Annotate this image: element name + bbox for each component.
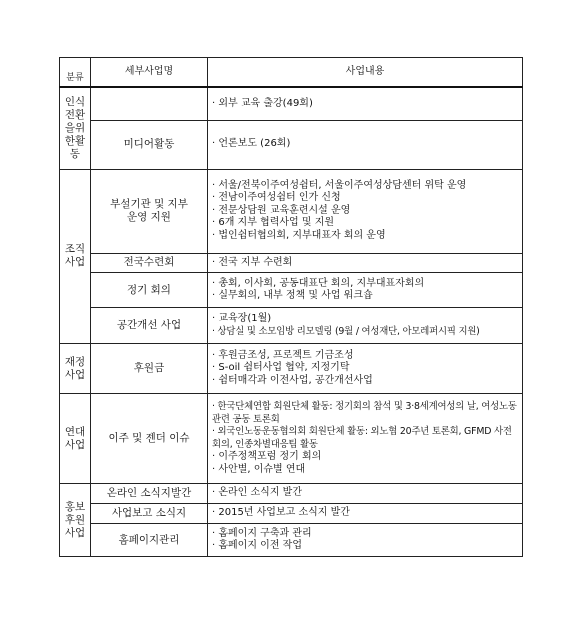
content-line: · 온라인 소식지 발간 [212,487,302,499]
table-row [60,524,523,557]
content-line: · 홈페이지 이전 작업 [212,540,302,551]
content-line: · 2015년 사업보고 소식지 발간 [212,507,350,519]
table-row [60,394,523,484]
project-name-cell: 이주 및 젠더 이슈 [91,394,208,484]
content-line: · S-oil 쉼터사업 협약, 지정기탁 [212,362,350,374]
table-row [60,308,523,344]
content-line: · 총회, 이사회, 공동대표단 회의, 지부대표자회의 [212,277,425,289]
project-name-cell: 미디어활동 [91,120,208,169]
table-row [60,484,523,504]
table-row [60,253,523,273]
header-category: 분류 [60,58,91,88]
content-line: · 교육장(1월) [212,313,272,324]
content-cell [208,120,523,169]
content-cell [208,484,523,504]
content-cell [208,169,523,253]
category-cell [60,344,91,394]
content-line: · 전남이주여성쉼터 인가 신청 [212,192,341,204]
content-cell [208,87,523,120]
content-line: · 상담실 및 소모임방 리모델링 (9월 / 여성재단, 아모레퍼시픽 지원) [212,325,480,337]
header-content: 사업내용 [208,58,523,88]
category-label: 홍보 후원 사업 [64,500,86,539]
content-line: · 6개 지부 협력사업 및 지원 [212,217,335,229]
content-cell [208,524,523,557]
content-cell [208,273,523,308]
category-cell [60,87,91,169]
content-line: · 전국 지부 수련회 [212,256,293,268]
table-row [60,504,523,524]
content-line: · 한국단체연합 회원단체 활동: 정기회의 참석 및 3·8세계여성의 날, 여성노동 관련 공동 토론회 [212,401,517,425]
project-name-cell: 공간개선 사업 [91,308,208,344]
project-name-cell: 정기 회의 [91,273,208,308]
content-line: · 사안별, 이슈별 연대 [212,463,306,475]
project-name-cell: 후원금 [91,344,208,394]
content-line: · 실무회의, 내부 정책 및 사업 워크숍 [212,290,373,301]
header-row [60,58,523,88]
category-cell [60,169,91,344]
category-label: 연대 사업 [64,425,86,451]
content-cell [208,504,523,524]
content-line: · 외국인노동운동협의회 회원단체 활동: 외노협 20주년 토론회, GFMD 사전회의, 인종차별대응팀 활동 [212,426,512,450]
content-line: · 홈페이지 구축과 관리 [212,527,312,539]
project-name-cell: 사업보고 소식지 [91,504,208,524]
project-name-cell: 부설기관 및 지부 운영 지원 [91,169,208,253]
content-line: · 서울/전북이주여성쉼터, 서울이주여성상담센터 위탁 운영 [212,179,467,191]
content-line: · 언론보도 (26회) [212,138,291,150]
category-cell [60,484,91,557]
program-table [59,57,523,557]
project-name-cell [91,87,208,120]
table-row [60,273,523,308]
category-label: 조직 사업 [64,243,86,269]
content-line: · 법인쉼터협의회, 지부대표자 회의 운영 [212,229,386,241]
category-label: 재정 사업 [64,355,86,381]
content-cell [208,394,523,484]
content-cell [208,253,523,273]
table-row [60,344,523,394]
content-line: · 전문상담원 교육훈련시설 운영 [212,204,351,216]
content-line: · 외부 교육 출강(49회) [212,97,313,109]
header-project-name: 세부사업명 [91,58,208,88]
project-name-cell: 전국수련회 [91,253,208,273]
project-name-cell: 홈페이지관리 [91,524,208,557]
table-row [60,120,523,169]
content-line: · 이주정책포럼 정기 회의 [212,451,322,462]
category-label: 인식 전환 을위 한활 동 [64,95,86,160]
content-cell [208,344,523,394]
category-cell [60,394,91,484]
project-name-cell: 온라인 소식지발간 [91,484,208,504]
content-line: · 쉼터매각과 이전사업, 공간개선사업 [212,374,373,386]
table-row [60,169,523,253]
table-row [60,87,523,120]
content-line: · 후원금조성, 프로젝트 기금조성 [212,349,354,361]
content-cell [208,308,523,344]
